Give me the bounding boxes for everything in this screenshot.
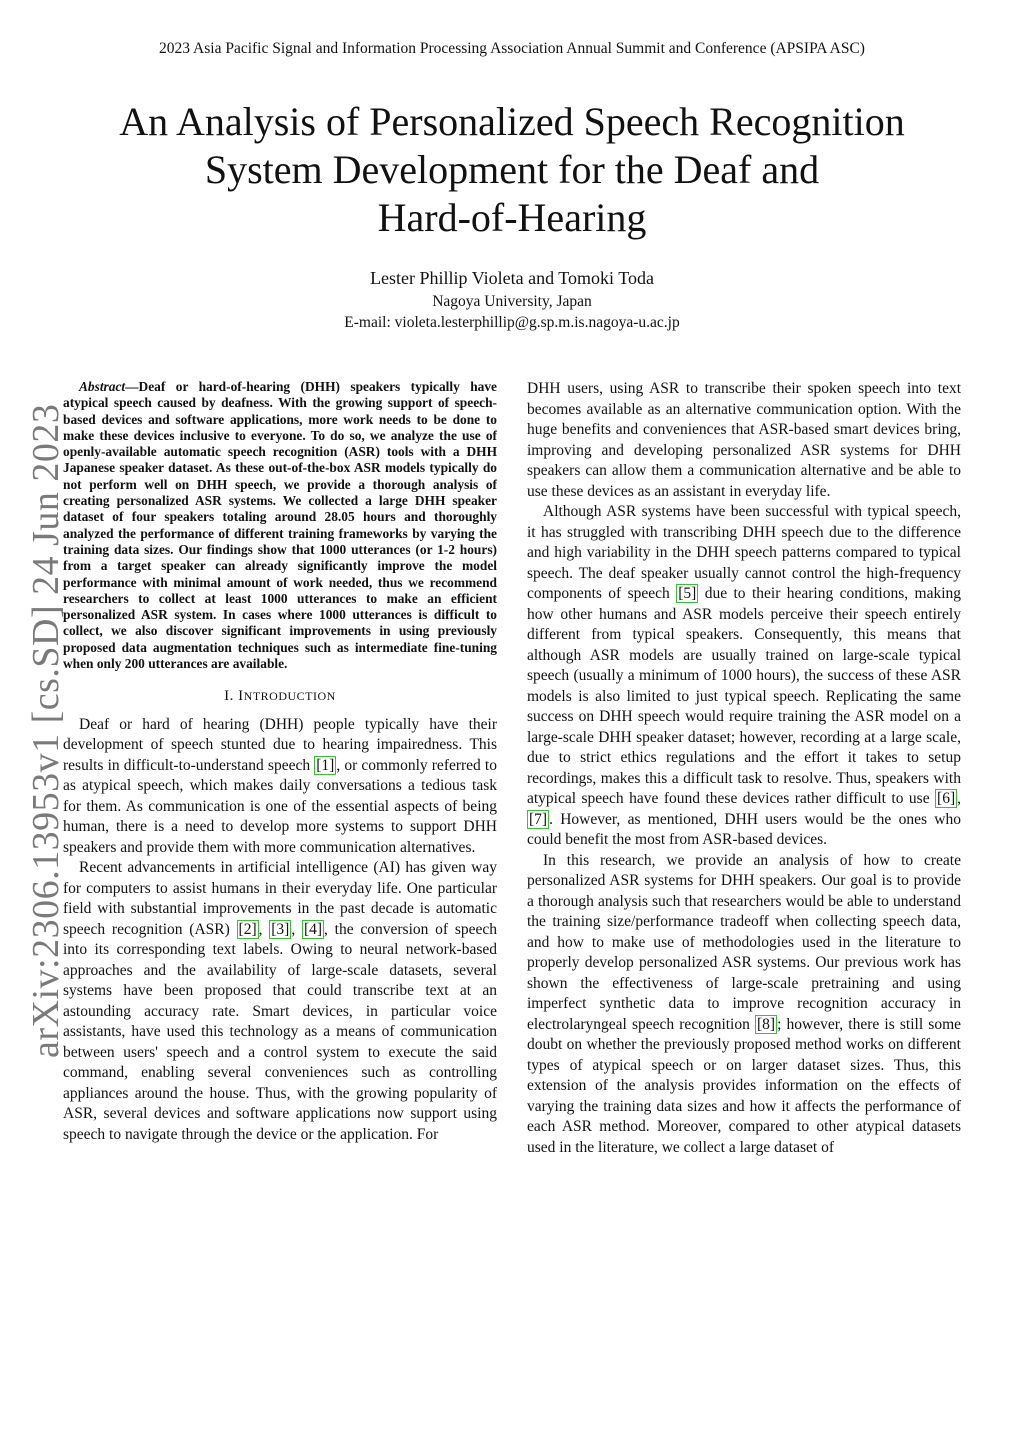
right-column [527,379,961,1158]
section-numeral: I. I [224,688,244,705]
abstract-text: —Deaf or hard-of-hearing (DHH) speakers typically have atypical speech caused by deafness. With the growing support of speech-based devices and software applications, more work needs to be done to make these devices inclusive to everyone. To do so, we analyze the use of openly-available automatic speech recognition (ASR) tools with a DHH Japanese speaker dataset. As these out-of-the-box ASR models typically do not perform well on DHH speech, we provide a thorough analysis of creating personalized ASR systems. We collected a large DHH speaker dataset of four speakers totaling around 28.05 hours and thoroughly analyzed the performance of different training frameworks by varying the training data sizes. Our findings show that 1000 utterances (or 1-2 hours) from a target speaker can already significantly improve the model performance with minimal amount of work needed, thus we recommend researchers to collect at least 1000 utterances to make an efficient personalized ASR system. In cases where 1000 utterances is difficult to collect, we also discover significant improvements in using previously proposed data augmentation techniques such as intermediate fine-tuning when only 200 utterances are available. [63,379,497,672]
conference-header: 2023 Asia Pacific Signal and Information Processing Association Annual Summit and Conference (APSIPA ASC) [159,40,865,57]
intro-paragraph-3 [527,502,961,851]
citation-link[interactable]: [5] [678,585,697,602]
text-span: In this research, we provide an analysis of how to create personalized ASR systems for DHH speakers. Our goal is to provide a thorough analysis such that researchers would be able to understand the training size/performance tradeoff when collecting speech data, and how to make use of methodologies used in the literature to properly develop personalized ASR systems. Our previous work has shown the effectiveness of large-scale pretraining and using imperfect synthetic data to improve recognition accuracy in electrolaryngeal speech recognition [527,851,961,1033]
citation-link[interactable]: [4] [303,920,323,938]
text-span: , [957,790,961,807]
intro-paragraph-4 [527,851,961,1159]
abstract [63,379,497,672]
section-heading-introduction [63,686,497,707]
citation-link[interactable]: [1] [316,756,335,774]
text-span: Recent advancements in artificial intelligence (AI) has given way for computers to assist humans in their everyday life. One particular field with substantial improvements in the past decade is automatic speech recognition (ASR) [63,859,497,938]
citation-link[interactable]: [6] [937,790,956,807]
text-span: , the conversion of speech into its corresponding text labels. Owing to neural network-based approaches and the availability of large-scale datasets, several systems have been proposed that could transcribe text at an astounding accuracy rate. Smart devices, in particular voice assistants, have used this technology as a means of communication between users' speech and a control system to execute the said command, enabling several conveniences such as controlling appliances around the house. Thus, with the growing popularity of ASR, several devices and software applications now support using speech to navigate through the device or the application. For [63,920,497,1143]
citation-link[interactable]: [7] [529,810,548,828]
author-names: Lester Phillip Violeta and Tomoki Toda [370,268,654,288]
paper-title [60,98,964,242]
author-affiliation-block [0,291,1024,333]
title-line-3: Hard-of-Hearing [377,195,647,240]
text-span: ; however, there is still some doubt on whether the previously proposed method works on different types of atypical speech or on larger dataset sizes. Thus, this extension of the analysis provides information on the effects of varying the training data sizes and how it affects the performance of each ASR method. Moreover, compared to other atypical datasets used in the literature, we collect a large dataset of [527,1015,962,1156]
text-span: . However, as mentioned, DHH users would be the ones who could benefit the most from ASR-based devices. [527,810,961,848]
citation-link[interactable]: [3] [271,920,290,938]
text-span: Deaf or hard of hearing (DHH) people typically have their development of speech stunted due to hearing impairedness. This results in difficult-to-understand speech [63,715,497,774]
title-line-2: System Development for the Deaf and [204,147,820,192]
citation-link[interactable]: [8] [757,1015,776,1033]
abstract-label: Abstract [79,379,126,394]
intro-paragraph-continued: DHH users, using ASR to transcribe their spoken speech into text becomes available as an alternative communication option. With the huge benefits and conveniences that ASR-based smart devices bring, improving and developing personalized ASR systems for DHH speakers can allow them a communication alternative and be able to use these devices as an assistant in everyday life. [527,380,961,500]
citation-link[interactable]: [2] [238,920,257,938]
text-span: , [291,920,302,938]
text-span: Although ASR systems have been successful with typical speech, it has struggled with transcribing DHH speech due to the difference and high variability in the DHH speech patterns compared to typical speech. The deaf speaker usually cannot control the high-frequency components of speech [527,503,961,602]
arxiv-stamp: arXiv:2306.13953v1 [cs.SD] 24 Jun 2023 [25,403,67,1058]
author-email: E-mail: violeta.lesterphillip@g.sp.m.is.nagoya-u.ac.jp [344,314,680,331]
intro-paragraph-1 [63,715,497,859]
title-line-1: An Analysis of Personalized Speech Recognition [119,99,905,144]
text-span: , or commonly referred to as atypical speech, which makes daily conversations a tedious task for them. As communication is one of the essential aspects of being human, there is a need to develop more systems to support DHH speakers and provide them with more communication alternatives. [63,756,497,856]
left-column [63,379,497,1145]
intro-paragraph-2 [63,858,497,1145]
text-span: due to their hearing conditions, making how other humans and ASR models perceive their speech entirely different from typical speakers. Consequently, this means that although ASR models are usually trained on large-scale typical speech (usually a minimum of 1000 hours), the success of these ASR models is also limited to just typical speech. Replicating the same success on DHH speech would require training the ASR model on a large-scale DHH speaker dataset; however, recording at a large scale, due to strict ethics regulations and the effort it takes to setup recordings, makes this a difficult task to resolve. Thus, speakers with atypical speech have found these devices rather difficult to use [527,585,961,807]
affiliation: Nagoya University, Japan [432,293,592,310]
text-span: , [258,920,270,938]
section-title: NTRODUCTION [243,689,336,704]
